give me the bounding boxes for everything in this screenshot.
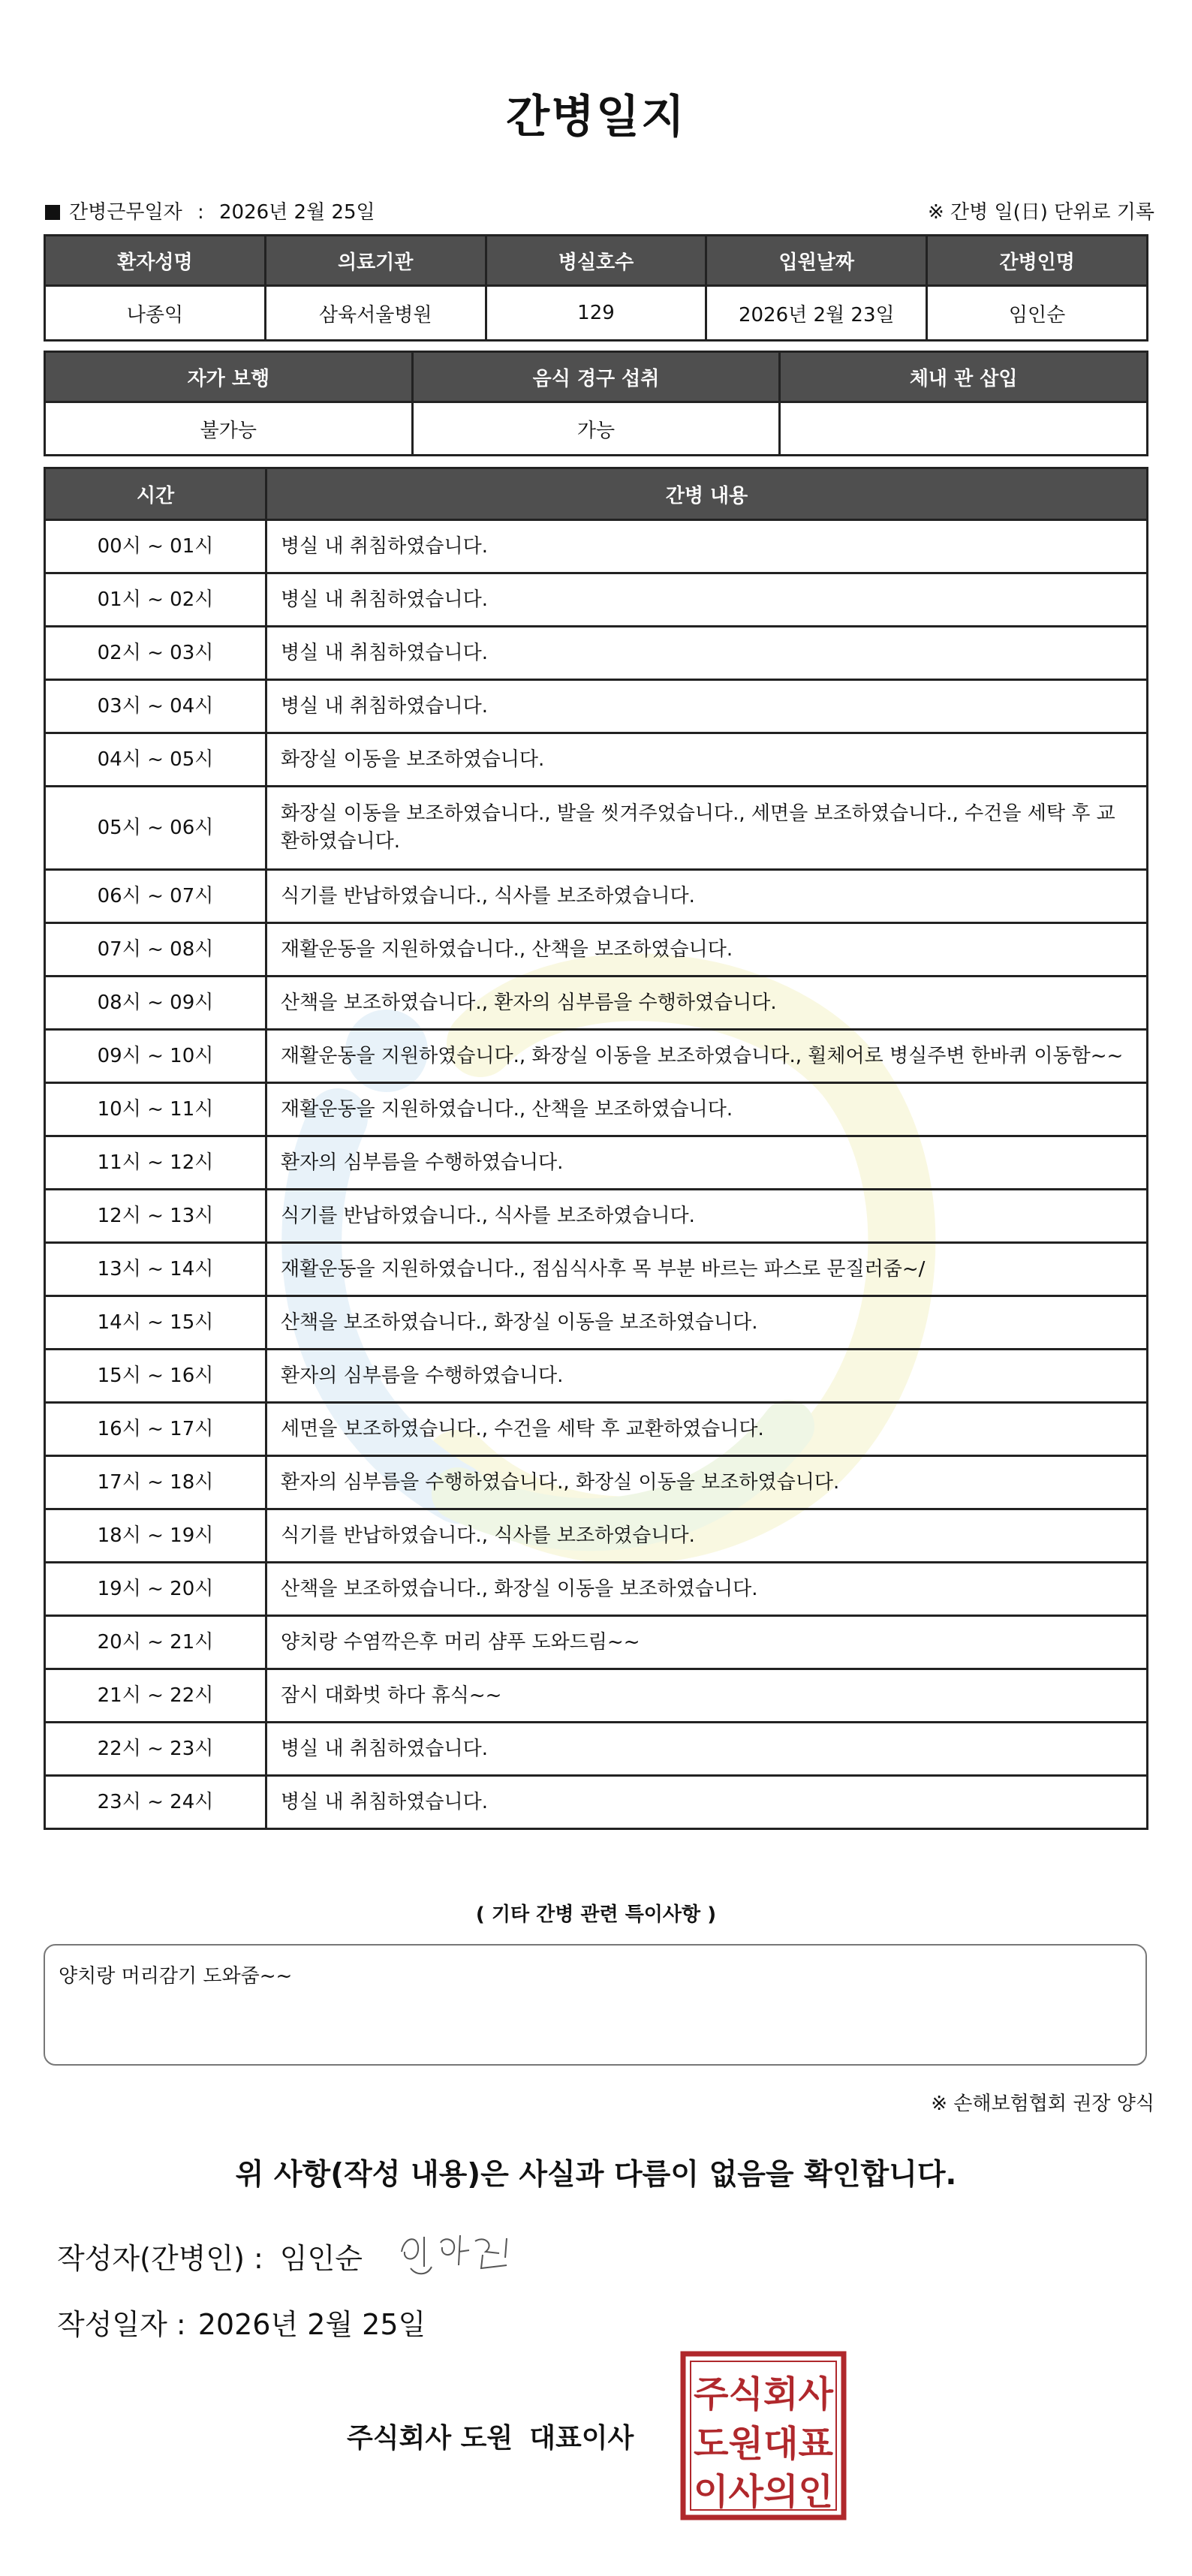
company-name: 주식회사 도원	[347, 2423, 513, 2454]
log-time: 04시 ~ 05시	[45, 733, 266, 787]
header-time: 시간	[45, 468, 266, 520]
log-time: 07시 ~ 08시	[45, 923, 266, 977]
log-row	[45, 520, 1148, 573]
log-content: 환자의 심부름을 수행하였습니다.	[266, 1350, 1148, 1403]
written-date-line	[57, 2301, 426, 2343]
header-walking: 자가 보행	[45, 352, 413, 402]
log-row	[45, 787, 1148, 870]
seal-line-3: 이사의인	[694, 2471, 833, 2513]
log-row	[45, 1776, 1148, 1829]
status-header-row	[45, 352, 1148, 402]
log-content: 양치랑 수염깍은후 머리 샴푸 도와드림~~	[266, 1616, 1148, 1669]
log-time: 01시 ~ 02시	[45, 573, 266, 627]
log-body	[45, 520, 1148, 1829]
log-content: 화장실 이동을 보조하였습니다., 발을 씻겨주었습니다., 세면을 보조하였습니다., 수건을 세탁 후 교환하였습니다.	[266, 787, 1148, 870]
log-row	[45, 1243, 1148, 1296]
walking-value: 불가능	[45, 402, 413, 456]
log-content: 재활운동을 지원하였습니다., 산책을 보조하였습니다.	[266, 923, 1148, 977]
log-row	[45, 1136, 1148, 1190]
seal-line-1: 주식회사	[694, 2373, 834, 2415]
patient-header-row	[45, 236, 1148, 286]
log-content: 식기를 반납하였습니다., 식사를 보조하였습니다.	[266, 870, 1148, 923]
log-content: 잠시 대화벗 하다 휴식~~	[266, 1669, 1148, 1723]
log-content: 환자의 심부름을 수행하였습니다., 화장실 이동을 보조하였습니다.	[266, 1456, 1148, 1509]
log-time: 15시 ~ 16시	[45, 1350, 266, 1403]
log-time: 03시 ~ 04시	[45, 680, 266, 733]
written-date-value: 2026년 2월 25일	[197, 2308, 426, 2341]
log-content: 병실 내 취침하였습니다.	[266, 627, 1148, 680]
log-content: 병실 내 취침하였습니다.	[266, 520, 1148, 573]
caregiver-name: 임인순	[927, 286, 1148, 341]
log-content: 재활운동을 지원하였습니다., 산책을 보조하였습니다.	[266, 1083, 1148, 1136]
log-row	[45, 573, 1148, 627]
admit-date: 2026년 2월 23일	[706, 286, 927, 341]
log-row	[45, 1403, 1148, 1456]
log-time: 16시 ~ 17시	[45, 1403, 266, 1456]
log-row	[45, 1616, 1148, 1669]
log-row	[45, 923, 1148, 977]
log-time: 12시 ~ 13시	[45, 1190, 266, 1243]
hospital-name: 삼육서울병원	[265, 286, 486, 341]
log-row	[45, 1456, 1148, 1509]
patient-info-table	[44, 234, 1148, 342]
tube-value	[780, 402, 1148, 456]
work-date-label: 간병근무일자	[69, 201, 182, 224]
header-admit-date: 입원날짜	[706, 236, 927, 286]
log-row	[45, 1350, 1148, 1403]
oral-intake-value: 가능	[412, 402, 780, 456]
company-rep: 대표이사	[529, 2423, 634, 2454]
log-content: 산책을 보조하였습니다., 화장실 이동을 보조하였습니다.	[266, 1296, 1148, 1350]
header-tube: 체내 관 삽입	[780, 352, 1148, 402]
log-content: 산책을 보조하였습니다., 화장실 이동을 보조하였습니다.	[266, 1563, 1148, 1616]
log-row	[45, 1723, 1148, 1776]
log-content: 재활운동을 지원하였습니다., 화장실 이동을 보조하였습니다., 휠체어로 병실주변 한바퀴 이동함~~	[266, 1030, 1148, 1083]
handwritten-signature	[394, 2222, 529, 2282]
header-hospital: 의료기관	[265, 236, 486, 286]
log-content: 환자의 심부름을 수행하였습니다.	[266, 1136, 1148, 1190]
room-number: 129	[486, 286, 706, 341]
log-time: 19시 ~ 20시	[45, 1563, 266, 1616]
writer-label: 작성자(간병인) :	[57, 2242, 263, 2275]
log-row	[45, 1030, 1148, 1083]
log-time: 17시 ~ 18시	[45, 1456, 266, 1509]
log-content: 산책을 보조하였습니다., 환자의 심부름을 수행하였습니다.	[266, 977, 1148, 1030]
notes-title: ( 기타 간병 관련 특이사항 )	[475, 1903, 717, 1926]
status-value-row	[45, 402, 1148, 456]
log-header-row	[45, 468, 1148, 520]
log-content: 재활운동을 지원하였습니다., 점심식사후 목 부분 바르는 파스로 문질러줌~/	[266, 1243, 1148, 1296]
log-time: 06시 ~ 07시	[45, 870, 266, 923]
written-date-label: 작성일자 :	[57, 2308, 186, 2341]
header-oral-intake: 음식 경구 섭취	[412, 352, 780, 402]
log-row	[45, 627, 1148, 680]
patient-status-table	[44, 351, 1148, 456]
log-row	[45, 1083, 1148, 1136]
company-line	[347, 2417, 634, 2455]
log-time: 14시 ~ 15시	[45, 1296, 266, 1350]
log-time: 08시 ~ 09시	[45, 977, 266, 1030]
log-time: 21시 ~ 22시	[45, 1669, 266, 1723]
patient-name: 나종익	[45, 286, 266, 341]
log-content: 병실 내 취침하였습니다.	[266, 1776, 1148, 1829]
log-row	[45, 1509, 1148, 1563]
log-row	[45, 1669, 1148, 1723]
work-date-separator: :	[197, 201, 204, 224]
patient-value-row	[45, 286, 1148, 341]
header-patient-name: 환자성명	[45, 236, 266, 286]
log-row	[45, 977, 1148, 1030]
log-row	[45, 1190, 1148, 1243]
company-seal-stamp	[680, 2351, 847, 2520]
page-title: 간병일지	[506, 91, 686, 143]
header-room: 병실호수	[486, 236, 706, 286]
notes-content: 양치랑 머리감기 도와줌~~	[59, 1965, 293, 1988]
log-time: 05시 ~ 06시	[45, 787, 266, 870]
log-content: 세면을 보조하였습니다., 수건을 세탁 후 교환하였습니다.	[266, 1403, 1148, 1456]
log-content: 병실 내 취침하였습니다.	[266, 1723, 1148, 1776]
log-time: 20시 ~ 21시	[45, 1616, 266, 1669]
header-content: 간병 내용	[266, 468, 1148, 520]
recommend-note: ※ 손해보험협회 권장 양식	[931, 2093, 1154, 2115]
care-log-table	[44, 467, 1148, 1830]
log-time: 00시 ~ 01시	[45, 520, 266, 573]
log-content: 병실 내 취침하였습니다.	[266, 680, 1148, 733]
log-time: 13시 ~ 14시	[45, 1243, 266, 1296]
log-time: 09시 ~ 10시	[45, 1030, 266, 1083]
log-time: 02시 ~ 03시	[45, 627, 266, 680]
confirmation-text: 위 사항(작성 내용)은 사실과 다름이 없음을 확인합니다.	[235, 2158, 957, 2192]
writer-line	[57, 2235, 363, 2277]
log-row	[45, 870, 1148, 923]
notes-box	[44, 1944, 1147, 2066]
work-date-line	[45, 197, 375, 224]
log-time: 11시 ~ 12시	[45, 1136, 266, 1190]
log-content: 식기를 반납하였습니다., 식사를 보조하였습니다.	[266, 1190, 1148, 1243]
log-content: 병실 내 취침하였습니다.	[266, 573, 1148, 627]
square-bullet-icon	[45, 205, 60, 220]
header-caregiver: 간병인명	[927, 236, 1148, 286]
log-content: 화장실 이동을 보조하였습니다.	[266, 733, 1148, 787]
log-time: 22시 ~ 23시	[45, 1723, 266, 1776]
seal-line-2: 도원대표	[694, 2423, 834, 2465]
log-content: 식기를 반납하였습니다., 식사를 보조하였습니다.	[266, 1509, 1148, 1563]
unit-note: ※ 간병 일(日) 단위로 기록	[927, 201, 1154, 224]
work-date-value: 2026년 2월 25일	[219, 201, 375, 224]
log-time: 18시 ~ 19시	[45, 1509, 266, 1563]
log-time: 10시 ~ 11시	[45, 1083, 266, 1136]
log-row	[45, 1563, 1148, 1616]
log-row	[45, 1296, 1148, 1350]
log-time: 23시 ~ 24시	[45, 1776, 266, 1829]
log-row	[45, 733, 1148, 787]
log-row	[45, 680, 1148, 733]
writer-name: 임인순	[279, 2242, 363, 2275]
